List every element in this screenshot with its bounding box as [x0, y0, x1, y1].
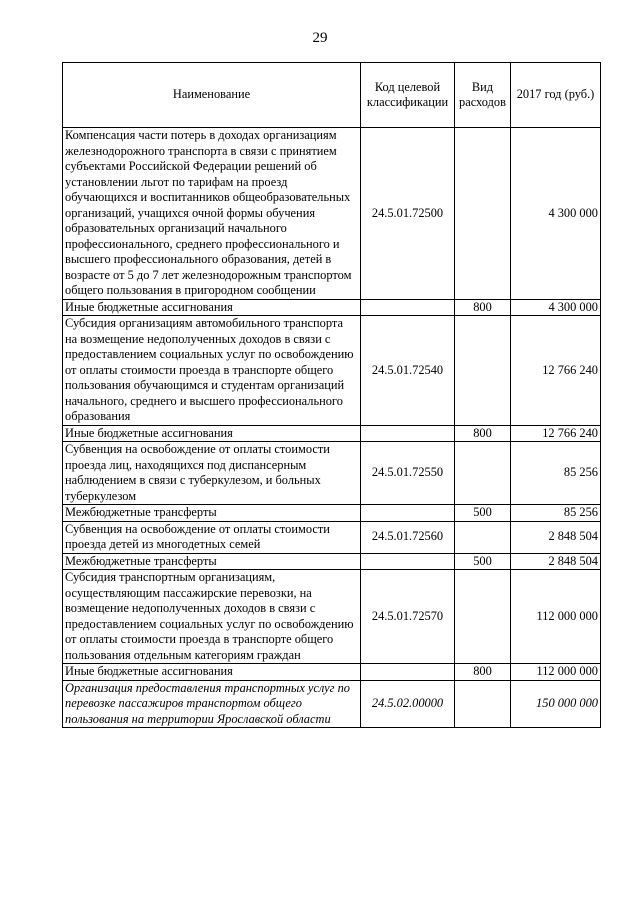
budget-table: [62, 62, 601, 728]
table-row: [63, 521, 601, 553]
row-name: Компенсация части потерь в доходах организациям железнодорожного транспорта в связи с принятием субъектами Российской Федерации решений об установлении льгот по тарифам на проезд обучающихся и воспитанников общеобразовательных организаций, учащихся очной формы обучения образовательных организаций начального профессионального, среднего профессионального и высшего профессионального образования, детей в возрасте от 5 до 7 лет железнодорожным транспортом общего пользования в пригородном сообщении: [63, 128, 361, 300]
row-amount: 4 300 000: [511, 128, 601, 300]
row-name: Межбюджетные трансферты: [63, 553, 361, 570]
row-amount: 112 000 000: [511, 570, 601, 664]
row-kind: 800: [455, 425, 511, 442]
row-code: [361, 553, 455, 570]
row-amount: 2 848 504: [511, 553, 601, 570]
table-row: [63, 299, 601, 316]
row-name: Субсидия транспортным организациям, осуществляющим пассажирские перевозки, на возмещение недополученных доходов в связи с предоставлением социальных услуг по освобождению от оплаты стоимости проезда в транспорте общего пользования отдельным категориям граждан: [63, 570, 361, 664]
row-amount: 85 256: [511, 505, 601, 522]
table-row: [63, 442, 601, 505]
row-kind: [455, 570, 511, 664]
row-kind: 500: [455, 553, 511, 570]
table-row: [63, 505, 601, 522]
row-name: Иные бюджетные ассигнования: [63, 664, 361, 681]
row-amount: 12 766 240: [511, 425, 601, 442]
row-code: 24.5.02.00000: [361, 680, 455, 728]
row-amount: 85 256: [511, 442, 601, 505]
row-code: 24.5.01.72500: [361, 128, 455, 300]
table-row: [63, 570, 601, 664]
header-amount: 2017 год (руб.): [511, 63, 601, 128]
header-code: Код целевой классификации: [361, 63, 455, 128]
table-row: [63, 553, 601, 570]
row-kind: [455, 128, 511, 300]
row-code: [361, 505, 455, 522]
row-code: 24.5.01.72560: [361, 521, 455, 553]
table-row: [63, 316, 601, 426]
header-kind: Вид расходов: [455, 63, 511, 128]
row-amount: 12 766 240: [511, 316, 601, 426]
table-row: [63, 128, 601, 300]
table-row: [63, 425, 601, 442]
row-kind: [455, 442, 511, 505]
row-name: Межбюджетные трансферты: [63, 505, 361, 522]
row-kind: [455, 680, 511, 728]
row-amount: 150 000 000: [511, 680, 601, 728]
row-code: 24.5.01.72550: [361, 442, 455, 505]
row-amount: 2 848 504: [511, 521, 601, 553]
row-kind: 800: [455, 664, 511, 681]
row-name: Иные бюджетные ассигнования: [63, 425, 361, 442]
table-row: [63, 680, 601, 728]
row-code: [361, 299, 455, 316]
row-kind: [455, 316, 511, 426]
row-amount: 112 000 000: [511, 664, 601, 681]
row-name: Субвенция на освобождение от оплаты стоимости проезда детей из многодетных семей: [63, 521, 361, 553]
table-row: [63, 664, 601, 681]
row-kind: 500: [455, 505, 511, 522]
row-amount: 4 300 000: [511, 299, 601, 316]
row-code: 24.5.01.72540: [361, 316, 455, 426]
row-name: Организация предоставления транспортных услуг по перевозке пассажиров транспортом общего пользования на территории Ярославской области: [63, 680, 361, 728]
row-name: Иные бюджетные ассигнования: [63, 299, 361, 316]
header-name: Наименование: [63, 63, 361, 128]
row-code: [361, 664, 455, 681]
row-code: 24.5.01.72570: [361, 570, 455, 664]
row-name: Субвенция на освобождение от оплаты стоимости проезда лиц, находящихся под диспансерным наблюдением в связи с туберкулезом, и больных туберкулезом: [63, 442, 361, 505]
row-kind: [455, 521, 511, 553]
page-number: 29: [312, 30, 328, 46]
table-header-row: [63, 63, 601, 128]
row-name: Субсидия организациям автомобильного транспорта на возмещение недополученных доходов в связи с предоставлением социальных услуг по освобождению от оплаты стоимости проезда в транспорте общего пользования обучающимся и студентам организаций начального, среднего и высшего профессионального образования: [63, 316, 361, 426]
row-kind: 800: [455, 299, 511, 316]
table-body: [63, 128, 601, 728]
row-code: [361, 425, 455, 442]
